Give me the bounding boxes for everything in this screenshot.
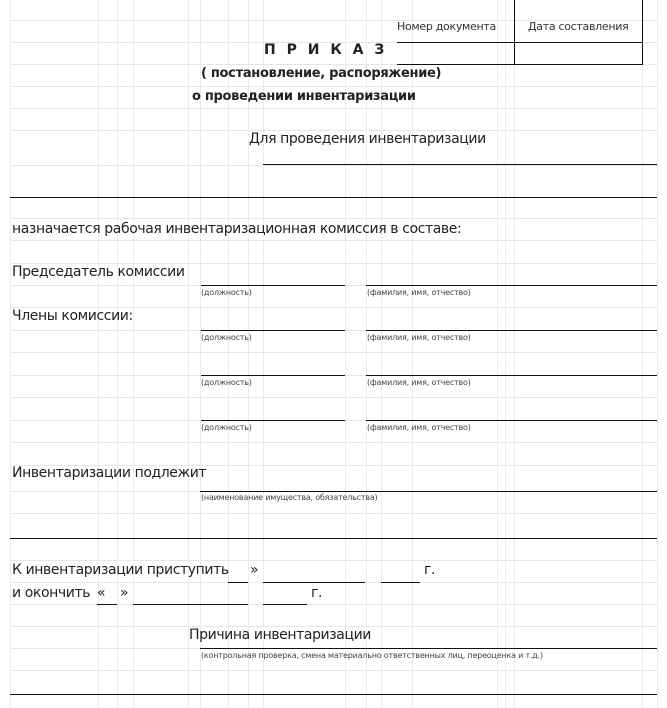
commission-intro: назначается рабочая инвентаризационная комиссия в составе: <box>12 221 462 237</box>
grid-column-line <box>505 0 506 708</box>
start-label: К инвентаризации приступить <box>12 562 229 578</box>
members-label: Члены комиссии: <box>12 308 133 324</box>
start-year-input[interactable] <box>381 566 420 583</box>
end-day-input[interactable] <box>97 588 117 605</box>
grid-column-line <box>366 0 367 708</box>
grid-row-line <box>10 86 657 87</box>
grid-column-line <box>657 0 658 708</box>
start-month-input[interactable] <box>263 566 365 583</box>
end-quote-open: « <box>97 585 106 601</box>
document-date-label: Дата составления <box>528 20 629 33</box>
grid-column-line <box>117 0 118 708</box>
header-box-line <box>397 42 643 43</box>
end-year-input[interactable] <box>263 588 307 605</box>
subject-input-continued[interactable] <box>10 522 657 539</box>
grid-column-line <box>10 0 11 708</box>
start-year-suffix: г. <box>424 562 436 578</box>
position-caption: (должность) <box>201 288 252 297</box>
grid-column-line <box>248 0 249 708</box>
name-caption: (фамилия, имя, отчество) <box>367 333 471 342</box>
grid-row-line <box>10 218 657 219</box>
purpose-input[interactable] <box>263 148 657 165</box>
grid-row-line <box>10 670 657 671</box>
order-title: П Р И К А З <box>264 42 388 58</box>
member-1-name-input[interactable] <box>366 314 657 331</box>
member-2-position-input[interactable] <box>201 359 345 376</box>
grid-column-line <box>412 0 413 708</box>
end-month-input[interactable] <box>133 588 248 605</box>
order-subtitle: ( постановление, распоряжение) <box>201 66 442 81</box>
grid-row-line <box>10 108 657 109</box>
header-box-divider <box>514 0 515 64</box>
member-1-position-input[interactable] <box>201 314 345 331</box>
name-caption: (фамилия, имя, отчество) <box>367 288 471 297</box>
grid-column-line <box>642 0 643 708</box>
grid-column-line <box>345 0 346 708</box>
order-subject: о проведении инвентаризации <box>192 89 416 104</box>
name-caption: (фамилия, имя, отчество) <box>367 378 471 387</box>
grid-row-line <box>10 513 657 514</box>
header-box-border <box>642 0 643 64</box>
grid-column-line <box>381 0 382 708</box>
member-3-name-input[interactable] <box>366 404 657 421</box>
end-label: и окончить <box>12 585 91 601</box>
grid-row-line <box>10 352 657 353</box>
start-day-input[interactable] <box>228 566 248 583</box>
grid-row-line <box>10 442 657 443</box>
reason-input-continued[interactable] <box>10 678 657 695</box>
header-box-bottom <box>397 64 643 65</box>
chairman-label: Председатель комиссии <box>12 264 185 280</box>
document-number-label: Номер документа <box>397 20 496 33</box>
reason-input[interactable] <box>200 632 657 649</box>
name-caption: (фамилия, имя, отчество) <box>367 423 471 432</box>
member-3-position-input[interactable] <box>201 404 345 421</box>
member-2-name-input[interactable] <box>366 359 657 376</box>
document-date-input[interactable] <box>517 45 639 61</box>
subject-label: Инвентаризации подлежит <box>12 465 207 481</box>
chairman-name-input[interactable] <box>366 269 657 286</box>
position-caption: (должность) <box>201 423 252 432</box>
subject-caption: (наименование имущества, обязательства) <box>201 493 378 502</box>
end-quote-close: » <box>120 585 129 601</box>
start-quote-close: » <box>250 562 259 578</box>
grid-column-line <box>497 0 498 708</box>
reason-label: Причина инвентаризации <box>189 627 372 643</box>
document-number-input[interactable] <box>399 45 511 61</box>
chairman-position-input[interactable] <box>201 269 345 286</box>
grid-row-line <box>10 240 657 241</box>
purpose-input-continued[interactable] <box>10 181 657 198</box>
grid-row-line <box>10 397 657 398</box>
reason-caption: (контрольная проверка, смена материально ответственных лиц, переоценка и т.д.) <box>201 651 543 660</box>
position-caption: (должность) <box>201 378 252 387</box>
position-caption: (должность) <box>201 333 252 342</box>
grid-row-line <box>10 165 657 166</box>
end-year-suffix: г. <box>311 585 323 601</box>
grid-column-line <box>514 0 515 708</box>
subject-input[interactable] <box>200 475 657 492</box>
purpose-label: Для проведения инвентаризации <box>249 131 486 147</box>
grid-row-line <box>10 560 657 561</box>
